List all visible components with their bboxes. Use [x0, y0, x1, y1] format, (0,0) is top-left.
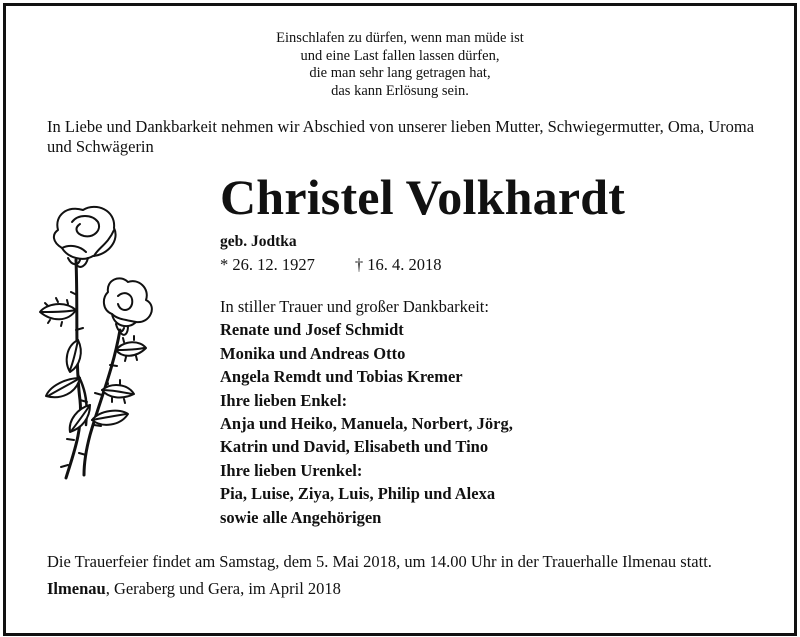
mourner-line: sowie alle Angehörigen [220, 507, 382, 527]
poem [0, 30, 800, 100]
mourner-line: Pia, Luise, Ziya, Luis, Philip und Alexa [220, 484, 496, 504]
deceased-name: Christel Volkhardt [220, 169, 626, 225]
intro-text: In Liebe und Dankbarkeit nehmen wir Abschied von unserer lieben Mutter, Schwiegermutter, Oma, Uroma und Schwägerin [47, 117, 755, 156]
life-dates [220, 255, 442, 275]
place-and-date [47, 579, 341, 599]
funeral-notice: Die Trauerfeier findet am Samstag, dem 5. Mai 2018, um 14.00 Uhr in der Trauerhalle Ilmenau statt. [47, 552, 712, 571]
poem-line: und eine Last fallen lassen dürfen, [300, 47, 500, 64]
mourner-line: Ihre lieben Urenkel: [220, 460, 363, 480]
birth-date: * 26. 12. 1927 [220, 255, 315, 274]
maiden-name: geb. Jodtka [220, 233, 297, 250]
poem-line: das kann Erlösung sein. [331, 82, 469, 99]
mourner-line: Monika und Andreas Otto [220, 343, 406, 363]
town-name: Ilmenau [47, 579, 106, 598]
mourner-line: Renate und Josef Schmidt [220, 320, 404, 340]
mourners-list [220, 295, 513, 529]
mourners-intro: In stiller Trauer und großer Dankbarkeit: [220, 297, 489, 316]
poem-line: die man sehr lang getragen hat, [309, 65, 491, 81]
death-date: † 16. 4. 2018 [354, 255, 442, 274]
mourner-line: Katrin und David, Elisabeth und Tino [220, 437, 489, 457]
poem-line: Einschlafen zu dürfen, wenn man müde ist [276, 30, 524, 46]
mourner-line: Angela Remdt und Tobias Kremer [220, 367, 463, 387]
mourner-line: Ihre lieben Enkel: [220, 390, 348, 410]
place-rest: , Geraberg und Gera, im April 2018 [105, 579, 341, 598]
mourner-line: Anja und Heiko, Manuela, Norbert, Jörg, [220, 414, 513, 434]
rose-icon [28, 200, 168, 490]
